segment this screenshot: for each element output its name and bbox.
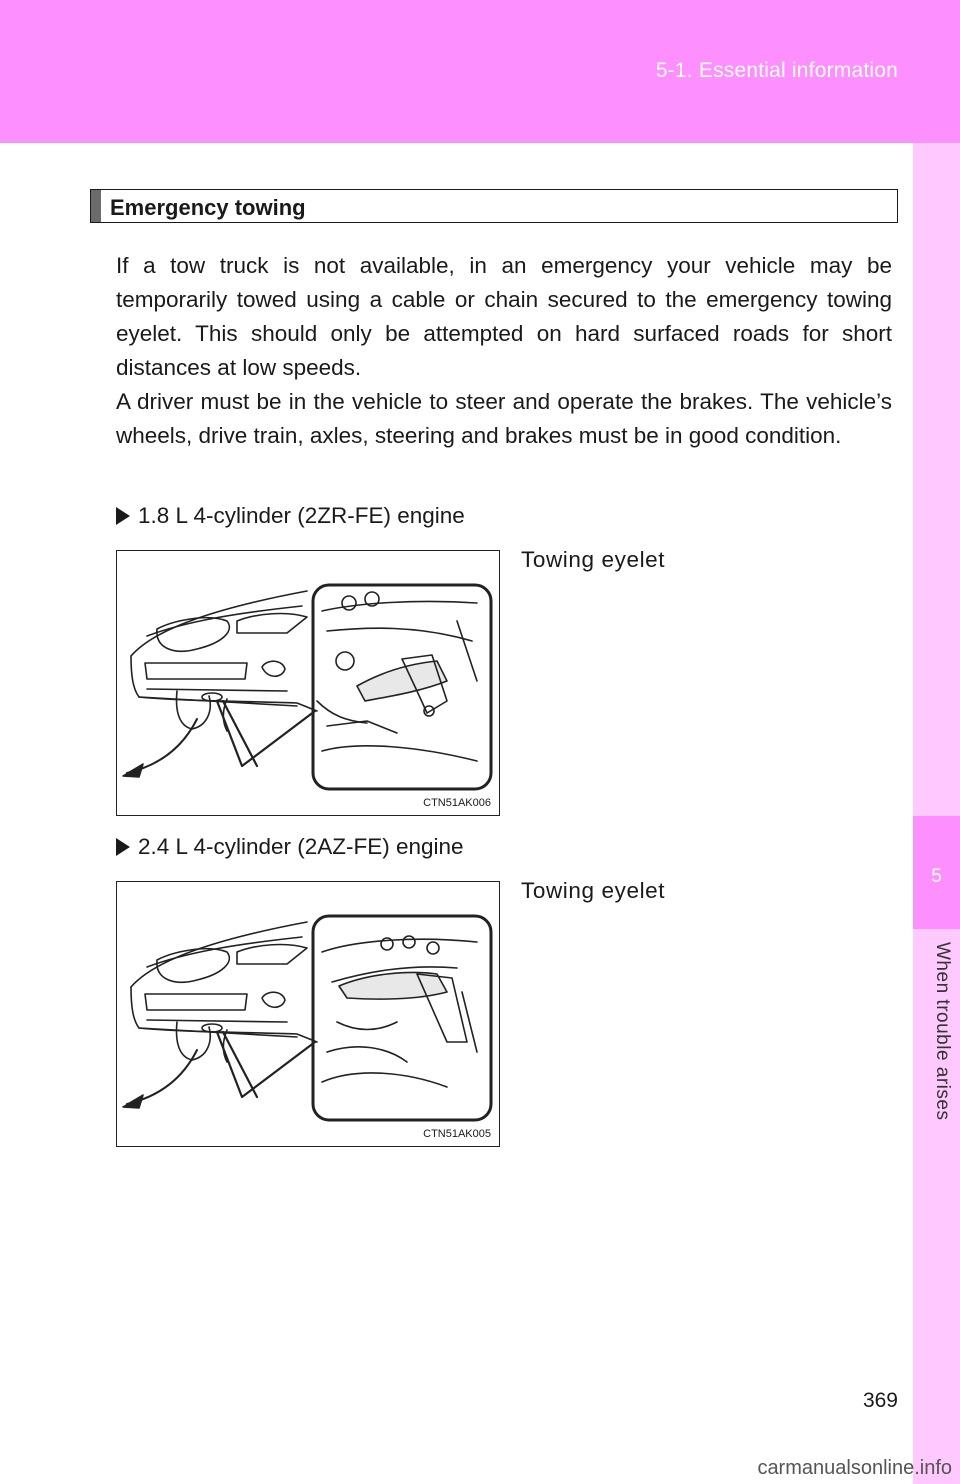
body-text — [116, 249, 892, 453]
figure-code-1: CTN51AK006 — [423, 797, 491, 809]
section-heading-title: Emergency towing — [110, 195, 306, 220]
section-heading-bar — [91, 190, 101, 222]
bullet-arrow-icon — [116, 507, 130, 525]
car-illustration-2 — [117, 882, 500, 1147]
figure-code-2: CTN51AK005 — [423, 1128, 491, 1140]
section-heading-box — [90, 189, 898, 223]
section-breadcrumb: 5-1. Essential information — [655, 59, 898, 82]
callout-label-2: Towing eyelet — [521, 878, 666, 903]
engine-bullet-1 — [116, 503, 465, 529]
engine-bullet-2 — [116, 834, 464, 860]
chapter-side-tab — [913, 143, 960, 1484]
paragraph-intro: If a tow truck is not available, in an emergency your vehicle may be temporarily towed using a cable or chain secured to the emergency towing eyelet. This should only be attempted on hard surfaced roads for short distances at low speeds. — [116, 253, 892, 380]
watermark: carmanualsonline.info — [757, 1457, 952, 1479]
page-number: 369 — [862, 1389, 898, 1412]
engine-label-2: 2.4 L 4-cylinder (2AZ-FE) engine — [138, 834, 464, 859]
towing-eyelet-figure-2 — [116, 881, 500, 1147]
engine-label-1: 1.8 L 4-cylinder (2ZR-FE) engine — [138, 503, 465, 528]
callout-label-1: Towing eyelet — [521, 547, 666, 572]
chapter-label: When trouble arises — [932, 942, 953, 1121]
car-illustration-1 — [117, 551, 500, 816]
chapter-number: 5 — [931, 866, 942, 887]
bullet-arrow-icon — [116, 838, 130, 856]
towing-eyelet-figure-1 — [116, 550, 500, 816]
paragraph-driver: A driver must be in the vehicle to steer and operate the brakes. The vehicle’s wheels, drive train, axles, steering and brakes must be in good condition. — [116, 389, 892, 448]
